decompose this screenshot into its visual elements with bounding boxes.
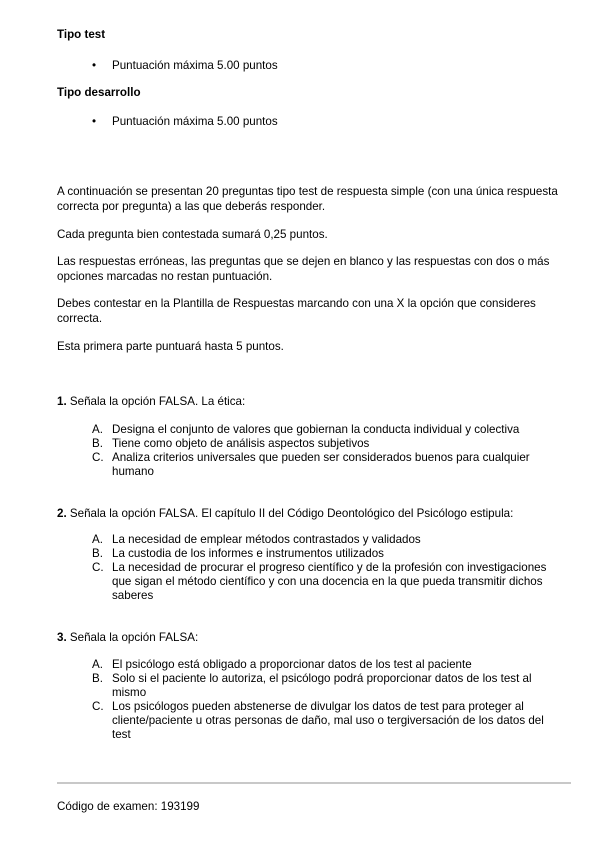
- bullet-icon: •: [92, 115, 97, 128]
- section-bullet-test: [92, 59, 278, 72]
- question-text: Señala la opción FALSA. El capítulo II del Código Deontológico del Psicólogo estipula:: [69, 507, 514, 520]
- option-a: A. El psicólogo está obligado a proporcionar datos de los test al paciente: [92, 658, 472, 671]
- bullet-icon: •: [92, 59, 97, 72]
- option-c: C. Analiza criterios universales que pueden ser considerados buenos para cualquier humano: [92, 451, 530, 478]
- option-b: B. Solo si el paciente lo autoriza, el psicólogo podrá proporcionar datos de los test al mismo: [92, 672, 532, 699]
- exam-code: Código de examen: 193199: [57, 800, 200, 813]
- intro-paragraph: Las respuestas erróneas, las preguntas que se dejen en blanco y las respuestas con dos o más opciones marcadas no restan puntuación.: [57, 255, 550, 283]
- question-1-title: [57, 394, 577, 409]
- option-b: B. Tiene como objeto de análisis aspectos subjetivos: [92, 437, 370, 450]
- bullet-text: Puntuación máxima 5.00 puntos: [112, 59, 278, 72]
- section-bullet-desarrollo: [92, 115, 278, 128]
- option-b: B. La custodia de los informes e instrumentos utilizados: [92, 547, 384, 560]
- question-1-options: [92, 423, 552, 479]
- question-3-options: [92, 658, 552, 742]
- intro-paragraph: Esta primera parte puntuará hasta 5 puntos.: [57, 340, 284, 353]
- intro-paragraph: Cada pregunta bien contestada sumará 0,25 puntos.: [57, 228, 328, 241]
- question-number: 2.: [57, 507, 67, 520]
- question-number: 1.: [57, 395, 67, 408]
- intro-paragraph: Debes contestar en la Plantilla de Respuestas marcando con una X la opción que consideres correcta.: [57, 297, 536, 325]
- footer-divider: [57, 782, 571, 784]
- section-title-test: Tipo test: [57, 28, 106, 41]
- intro-paragraph: A continuación se presentan 20 preguntas tipo test de respuesta simple (con una única respuesta correcta por pregunta) a las que deberás responder.: [57, 185, 558, 213]
- question-number: 3.: [57, 631, 67, 644]
- section-title-desarrollo: Tipo desarrollo: [57, 86, 141, 99]
- question-3-title: [57, 630, 577, 645]
- option-c: C. La necesidad de procurar el progreso científico y de la profesión con investigaciones que sigan el método científico y con una docencia en la que pueda transmitir dichos saberes: [92, 561, 547, 602]
- bullet-text: Puntuación máxima 5.00 puntos: [112, 115, 278, 128]
- question-text: Señala la opción FALSA. La ética:: [69, 395, 246, 408]
- option-c: C. Los psicólogos pueden abstenerse de divulgar los datos de test para proteger al cliente/paciente u otras personas de daño, mal uso o tergiversación de los datos del test: [92, 700, 544, 741]
- option-a: A. Designa el conjunto de valores que gobiernan la conducta individual y colectiva: [92, 423, 520, 436]
- question-2-title: [57, 506, 577, 521]
- question-text: Señala la opción FALSA:: [69, 631, 199, 644]
- question-2-options: [92, 533, 552, 603]
- option-a: A. La necesidad de emplear métodos contrastados y validados: [92, 533, 421, 546]
